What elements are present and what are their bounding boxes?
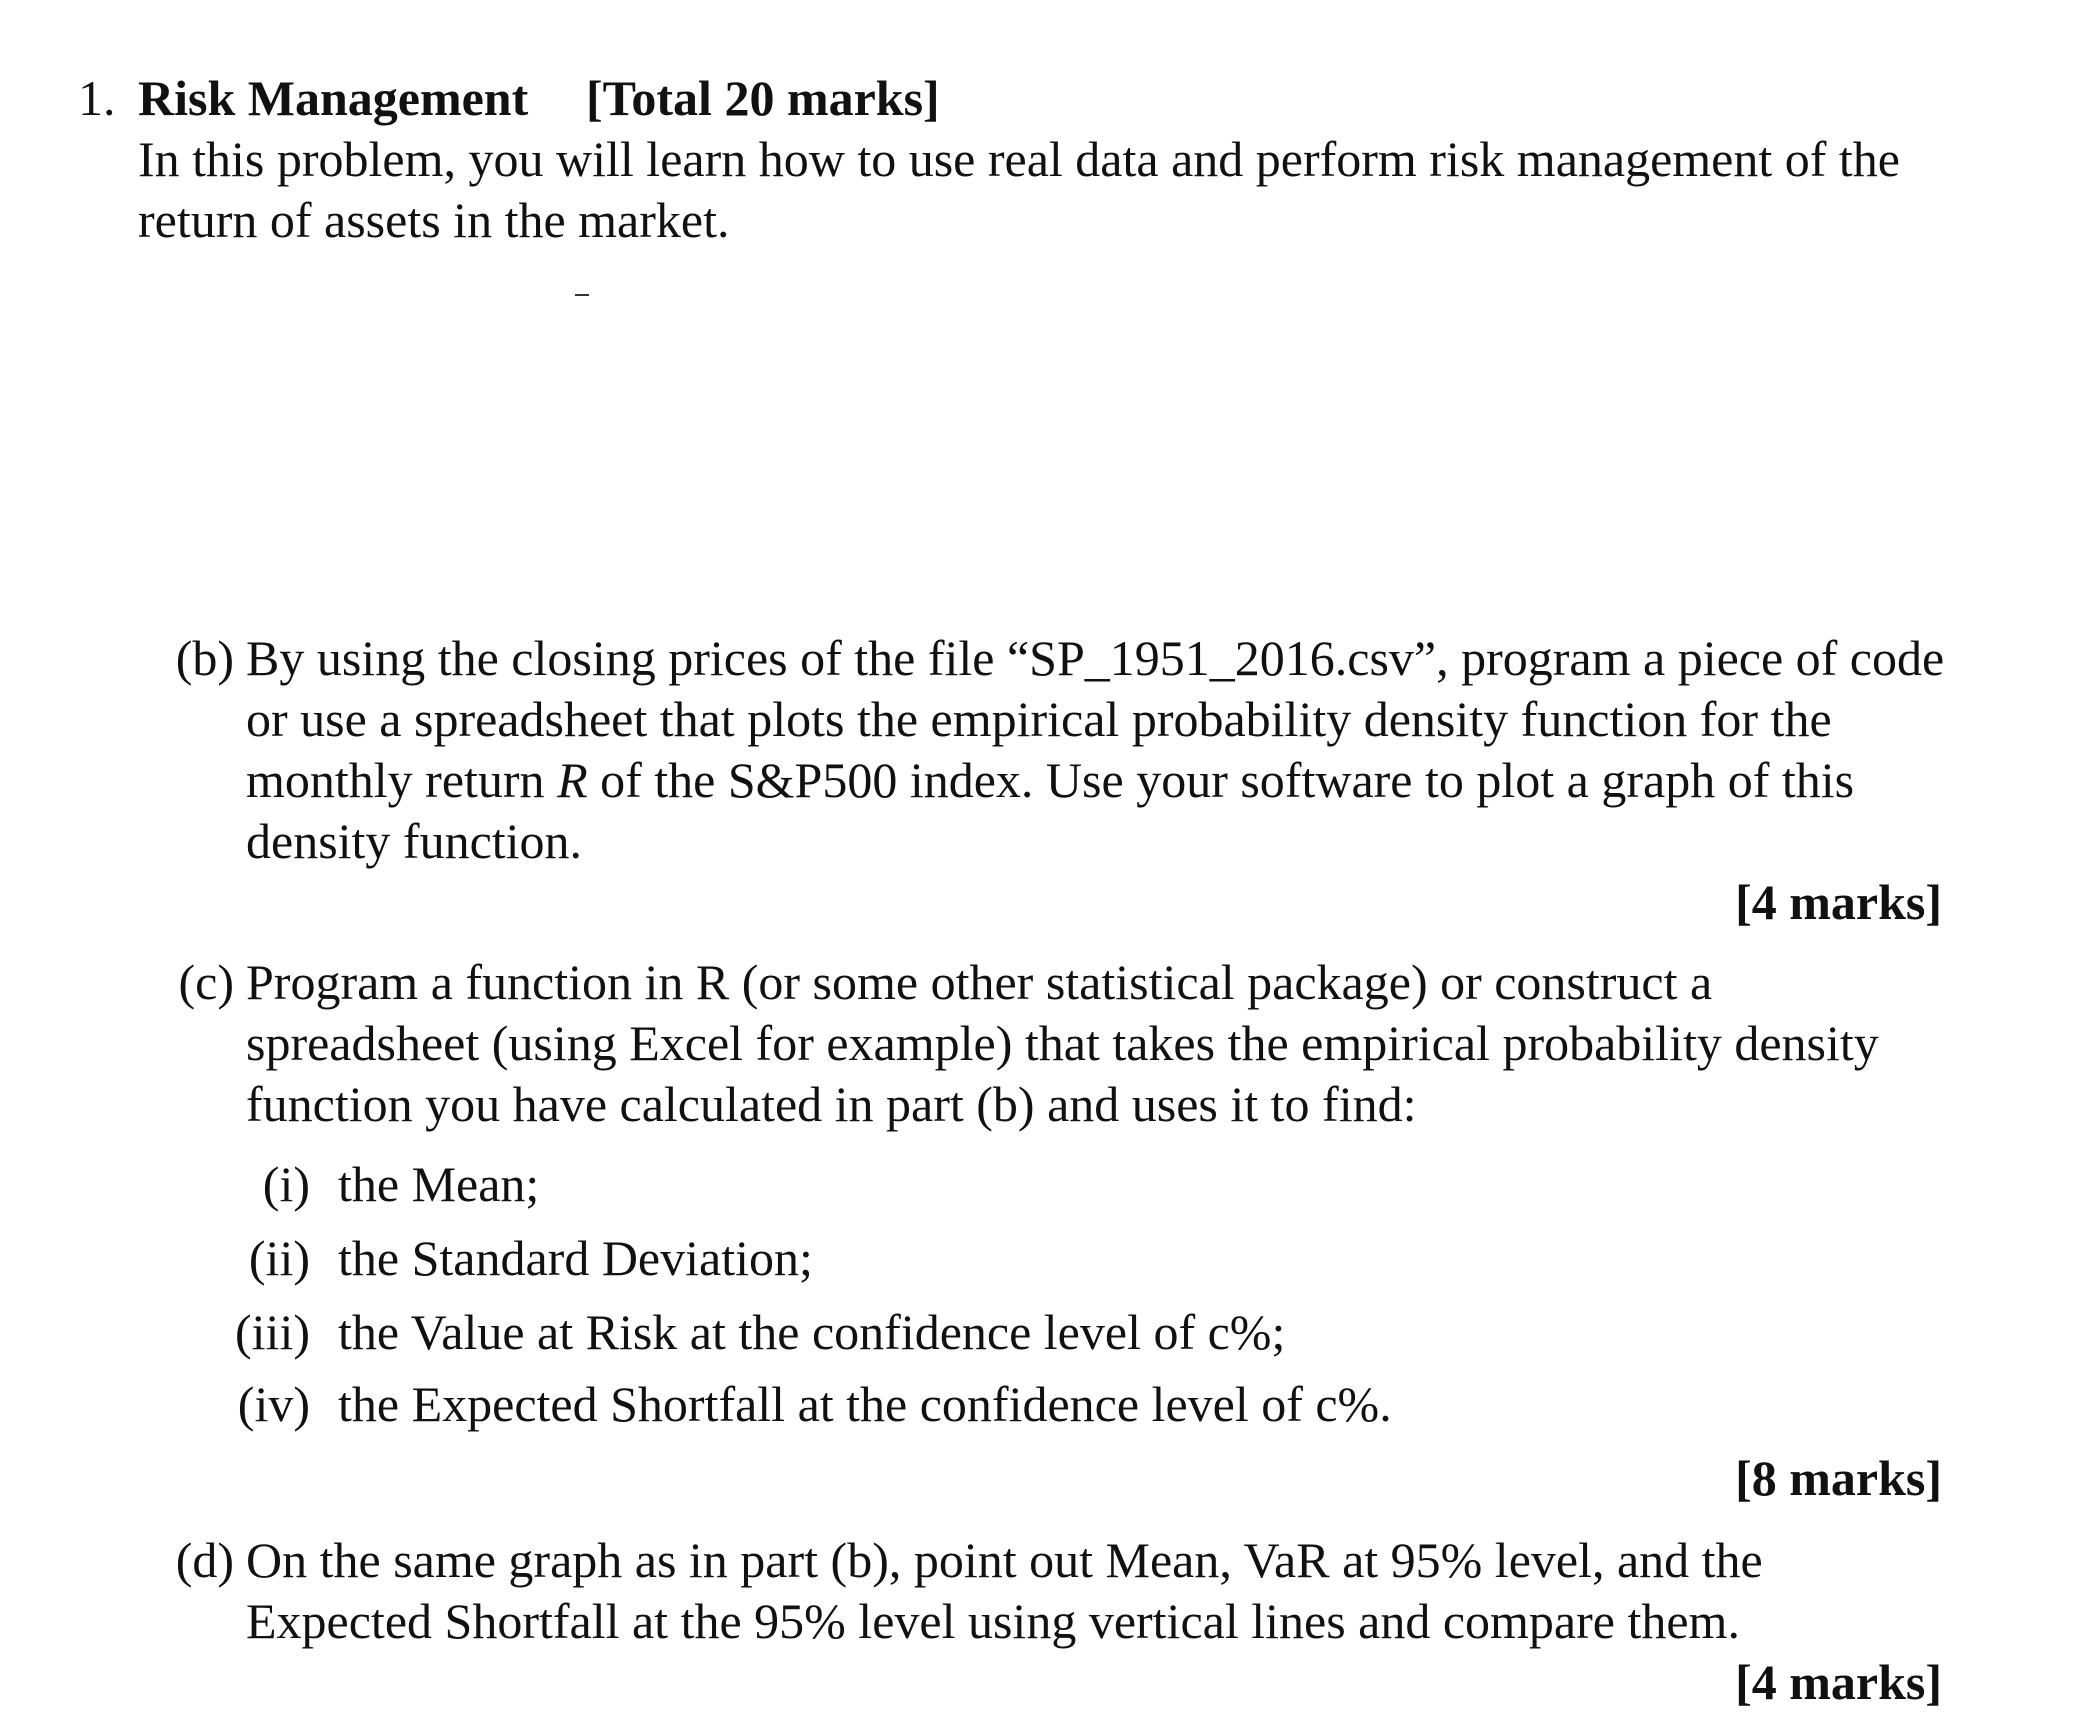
part-label: (b) (175, 630, 234, 686)
part-c-line: Program a function in R (or some other statistical package) or construct a (246, 954, 1713, 1010)
subitem-text: the Expected Shortfall at the confidence level of c%. (338, 1376, 1392, 1432)
part-b-line: By using the closing prices of the file “SP_1951_2016.csv”, program a piece of code (246, 630, 1945, 686)
part-d-line: On the same graph as in part (b), point out Mean, VaR at 95% level, and the (246, 1532, 1763, 1588)
text-segment: of the S&P500 index. Use your software to plot a graph of this (587, 752, 1855, 808)
part-label: (c) (178, 954, 234, 1010)
subitem-text: the Value at Risk at the confidence level of c%; (338, 1304, 1286, 1360)
part-b-line (246, 750, 1854, 810)
subitem-label: (i) (262, 1156, 310, 1212)
part-c-marks: [8 marks] (1735, 1450, 1942, 1506)
subitem-label: (iv) (237, 1376, 310, 1432)
question-title: Risk Management (138, 70, 529, 126)
stray-dash-mark (575, 294, 589, 296)
part-b-line: or use a spreadsheet that plots the empirical probability density function for the (246, 691, 1832, 747)
part-b-marks: [4 marks] (1735, 874, 1942, 930)
part-label: (d) (175, 1532, 234, 1588)
part-c-line: function you have calculated in part (b) and uses it to find: (246, 1076, 1417, 1132)
subitem-label: (ii) (248, 1230, 310, 1286)
part-d-marks: [4 marks] (1735, 1654, 1942, 1710)
subitem-text: the Mean; (338, 1156, 540, 1212)
intro-line: In this problem, you will learn how to use real data and perform risk management of the (138, 131, 1900, 187)
part-b-line: density function. (246, 813, 583, 869)
intro-line: return of assets in the market. (138, 192, 730, 248)
subitem-label: (iii) (235, 1304, 310, 1360)
question-total-marks: [Total 20 marks] (586, 70, 940, 126)
text-segment: monthly return (246, 752, 558, 808)
question-number: 1. (78, 70, 116, 126)
subitem-text: the Standard Deviation; (338, 1230, 813, 1286)
math-variable-r: R (557, 752, 588, 808)
part-d-line: Expected Shortfall at the 95% level using vertical lines and compare them. (246, 1593, 1740, 1649)
part-c-line: spreadsheet (using Excel for example) that takes the empirical probability density (246, 1015, 1879, 1071)
